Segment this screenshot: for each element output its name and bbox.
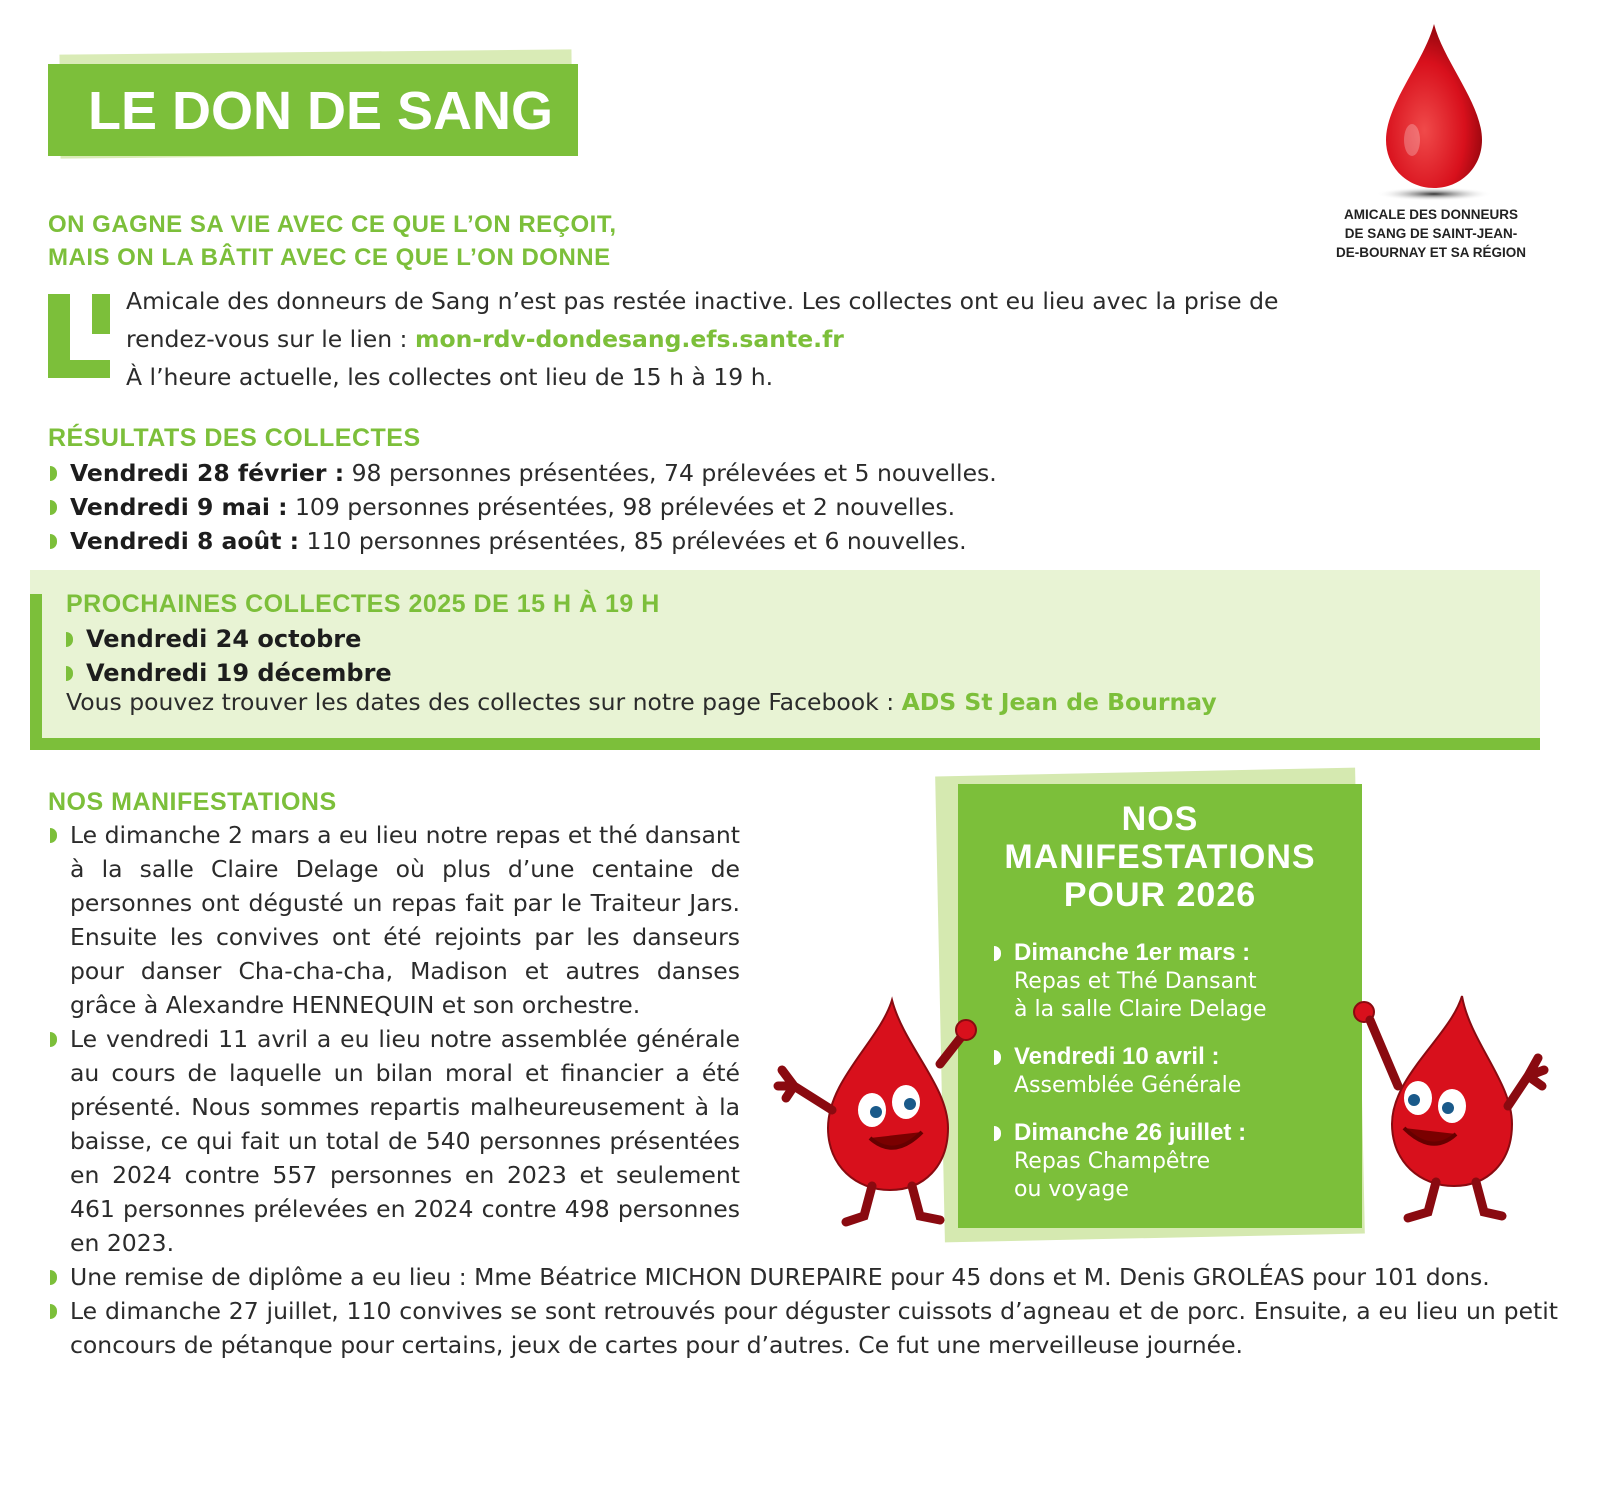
result-date: Vendredi 9 mai : [70, 493, 288, 521]
logo-caption-line: DE SANG DE SAINT-JEAN- [1344, 226, 1518, 241]
subtitle-quote [48, 208, 808, 274]
result-text: 109 personnes présentées, 98 prélevées et 2 nouvelles. [287, 493, 956, 521]
event-desc-line: Assemblée Générale [1014, 1073, 1242, 1098]
list-item [48, 490, 1348, 524]
list-item [48, 456, 1348, 490]
rdv-link[interactable]: mon-rdv-dondesang.efs.sante.fr [414, 325, 844, 353]
event-desc-line: Repas Champêtre [1014, 1149, 1211, 1174]
upcoming-date: Vendredi 24 octobre [86, 625, 362, 653]
subtitle-line: ON GAGNE SA VIE AVEC CE QUE L’ON REÇOIT, [48, 211, 617, 238]
list-item: Le dimanche 27 juillet, 110 convives se sont retrouvés pour déguster cuissots d’agneau et de porc. Ensuite, a eu lieu un petit concours de pétanque pour certains, jeux de cartes pour d’autres. Ce fut une merveilleuse journée. [48, 1294, 1558, 1362]
subtitle-line: MAIS ON LA BÂTIT AVEC CE QUE L’ON DONNE [48, 244, 611, 271]
blood-drop-logo-icon [1368, 22, 1500, 212]
upcoming-date: Vendredi 19 décembre [86, 659, 392, 687]
manifestations-list [48, 818, 1558, 1362]
result-text: 98 personnes présentées, 74 prélevées et 5 nouvelles. [344, 459, 997, 487]
upcoming-box-border [30, 594, 42, 750]
list-item: Le vendredi 11 avril a eu lieu notre assemblée générale au cours de laquelle un bilan moral et financier a été présenté. Nous sommes repartis malheureusement à la baisse, ce qui fait un total de 540 personnes présentées en 2024 contre 557 personnes en 2023 et seulement 461 personnes prélevées en 2024 contre 498 personnes en 2023. [48, 1022, 740, 1260]
event-date: Vendredi 10 avril : [1014, 1043, 1220, 1070]
event-date: Dimanche 1er mars : [1014, 939, 1251, 966]
logo-caption-line: DE-BOURNAY ET SA RÉGION [1335, 245, 1527, 260]
panel-title-line: NOS [1121, 800, 1199, 838]
list-item [64, 656, 1524, 690]
event-desc-line: Repas et Thé Dansant [1014, 969, 1257, 994]
page-title: LE DON DE SANG [88, 81, 554, 141]
list-item: Une remise de diplôme a eu lieu : Mme Béatrice MICHON DUREPAIRE pour 45 dons et M. Denis GROLÉAS pour 101 dons. [48, 1260, 1558, 1294]
results-heading: RÉSULTATS DES COLLECTES [48, 424, 421, 452]
logo-caption [1300, 205, 1562, 262]
intro-line-prefix: rendez-vous sur le lien : [126, 325, 415, 353]
results-list [48, 456, 1348, 558]
result-text: 110 personnes présentées, 85 prélevées et 6 nouvelles. [299, 527, 967, 555]
list-item: Le dimanche 2 mars a eu lieu notre repas et thé dansant à la salle Claire Delage où plus d’une centaine de personnes ont dégusté un repas fait par le Traiteur Jars. Ensuite les convives ont été rejoints par les danseurs pour danser Cha-cha-cha, Madison et autres danses grâce à Alexandre HENNEQUIN et son orchestre. [48, 818, 740, 1022]
facebook-text: Vous pouvez trouver les dates des collectes sur notre page Facebook : [66, 688, 902, 716]
list-item [48, 524, 1348, 558]
upcoming-heading: PROCHAINES COLLECTES 2025 DE 15 H À 19 H [66, 590, 660, 618]
upcoming-box-border [30, 738, 1540, 750]
panel-title-line: MANIFESTATIONS [1004, 838, 1316, 876]
list-item [64, 622, 1524, 656]
manifestations-heading: NOS MANIFESTATIONS [48, 788, 337, 816]
logo-caption-line: AMICALE DES DONNEURS [1343, 207, 1518, 222]
event-desc-line: ou voyage [1014, 1177, 1129, 1202]
intro-line: Amicale des donneurs de Sang n’est pas restée inactive. Les collectes ont eu lieu avec la prise de [126, 287, 1279, 315]
drop-cap-L [48, 294, 110, 378]
intro-paragraph [126, 282, 1556, 396]
result-date: Vendredi 28 février : [70, 459, 345, 487]
intro-line [126, 320, 1556, 358]
intro-line: À l’heure actuelle, les collectes ont lieu de 15 h à 19 h. [126, 363, 774, 391]
event-date: Dimanche 26 juillet : [1014, 1119, 1247, 1146]
facebook-link[interactable]: ADS St Jean de Bournay [901, 688, 1217, 716]
panel-title-line: POUR 2026 [1063, 876, 1257, 914]
facebook-line [66, 688, 1217, 716]
result-date: Vendredi 8 août : [70, 527, 300, 555]
event-desc-line: à la salle Claire Delage [1014, 997, 1267, 1022]
upcoming-list [64, 622, 1524, 690]
